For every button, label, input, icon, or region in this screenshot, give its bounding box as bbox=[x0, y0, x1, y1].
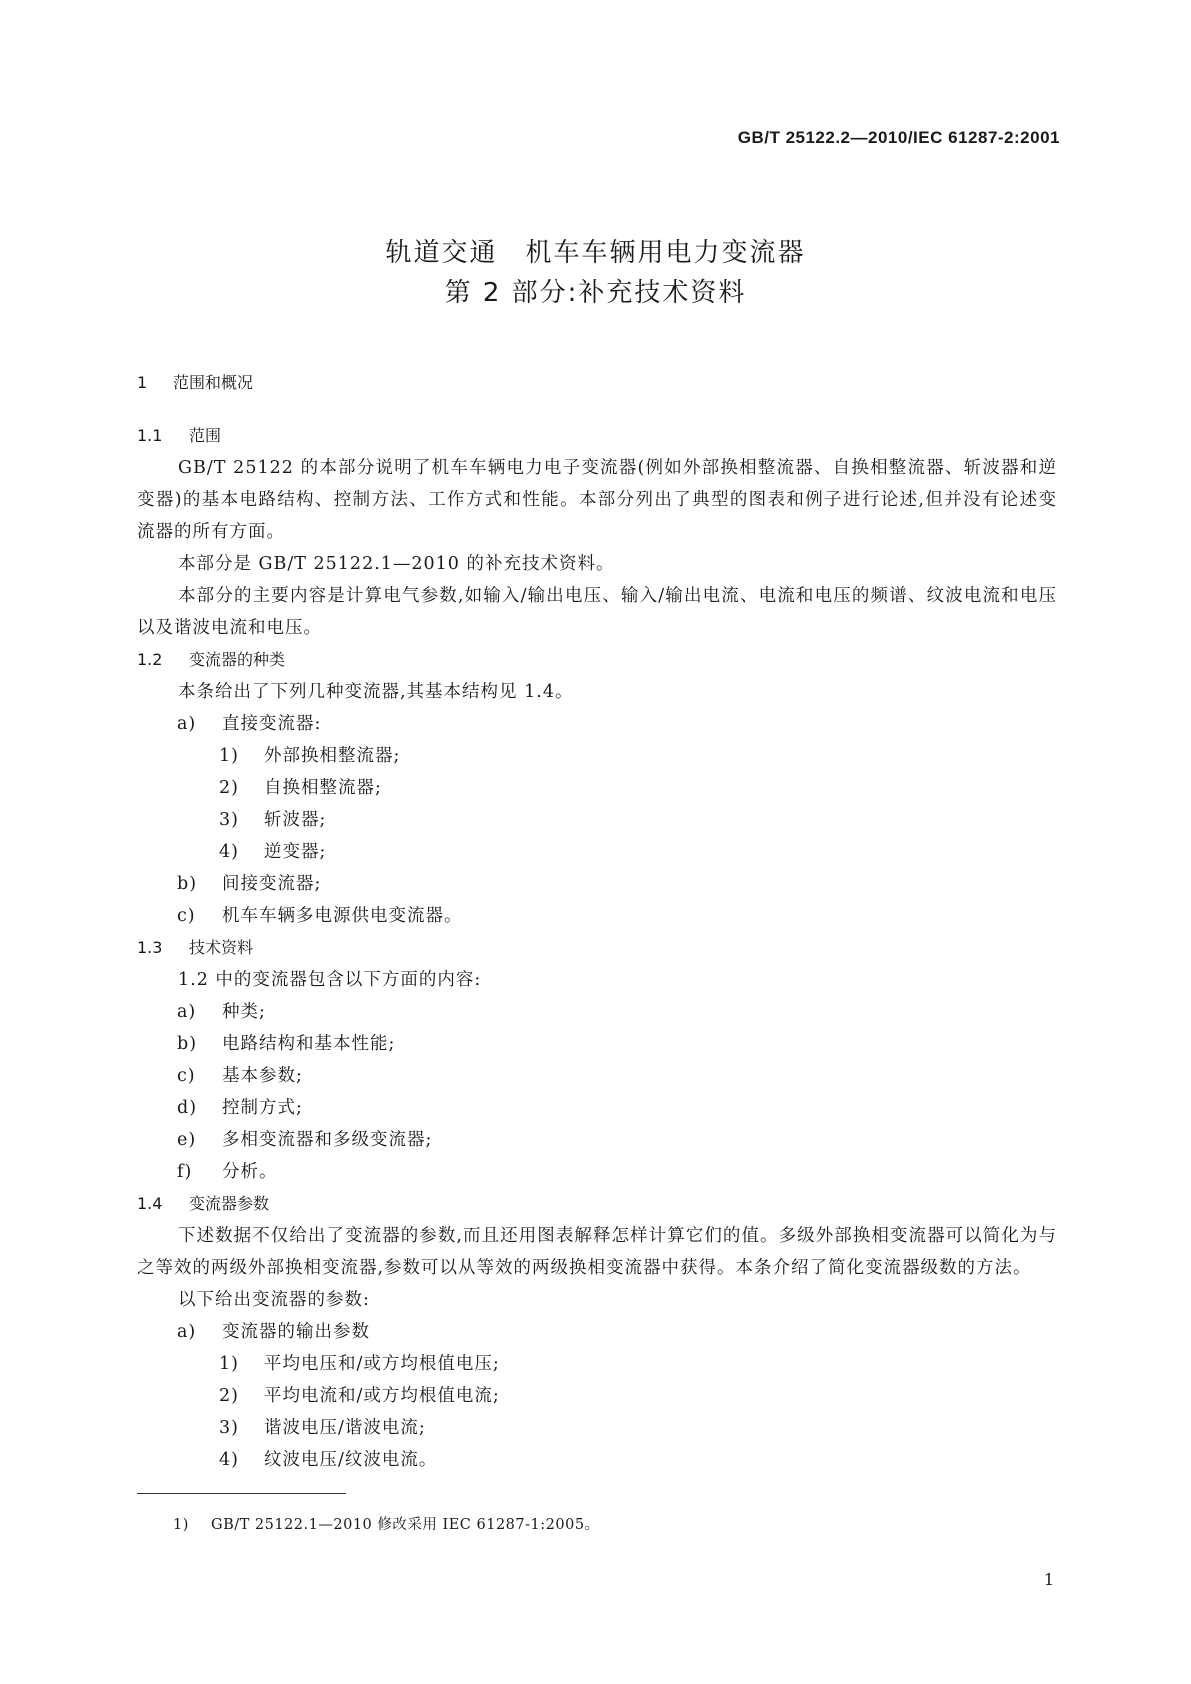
paragraph: GB/T 25122 的本部分说明了机车车辆电力电子变流器(例如外部换相整流器、自换相整流器、斩波器和逆变器)的基本电路结构、控制方法、工作方式和性能。本部分列出了典型的图表和例子进行论述,但并没有论述变流器的所有方面。 bbox=[137, 458, 1057, 542]
list-marker: 2) bbox=[219, 778, 239, 798]
list-item bbox=[137, 1444, 1057, 1476]
standard-code-header: GB/T 25122.2—2010/IEC 61287-2:2001 bbox=[737, 128, 1060, 147]
footnote-marker: 1) bbox=[173, 1517, 189, 1533]
list-text: 控制方式; bbox=[222, 1098, 303, 1118]
list-item bbox=[137, 740, 1057, 772]
list-item bbox=[137, 1380, 1057, 1412]
list-marker: 3) bbox=[219, 1418, 239, 1438]
section-title: 范围和概况 bbox=[173, 373, 254, 392]
section-number: 1.2 bbox=[137, 650, 163, 669]
list-item bbox=[137, 1348, 1057, 1380]
section-1-1-heading bbox=[137, 420, 1057, 452]
list-marker: 1) bbox=[219, 746, 239, 766]
list-text: 斩波器; bbox=[264, 810, 327, 830]
list-marker: b) bbox=[177, 874, 198, 894]
section-1-4-heading bbox=[137, 1188, 1057, 1220]
section-title: 变流器参数 bbox=[189, 1194, 270, 1213]
list-item bbox=[137, 1316, 1057, 1348]
list-text: 平均电流和/或方均根值电流; bbox=[264, 1386, 500, 1406]
list-text: 变流器的输出参数 bbox=[222, 1322, 370, 1342]
list-item bbox=[137, 1060, 1057, 1092]
list-item bbox=[137, 804, 1057, 836]
list-item bbox=[137, 1156, 1057, 1188]
list-marker: b) bbox=[177, 1034, 198, 1054]
list-marker: 2) bbox=[219, 1386, 239, 1406]
section-1-3-heading bbox=[137, 932, 1057, 964]
list-item bbox=[137, 996, 1057, 1028]
document-title: 轨道交通 机车车辆用电力变流器 bbox=[385, 238, 806, 268]
paragraph: 以下给出变流器的参数: bbox=[178, 1290, 370, 1310]
section-number: 1.3 bbox=[137, 938, 163, 957]
document-body bbox=[137, 368, 1057, 1476]
list-marker: 3) bbox=[219, 810, 239, 830]
list-marker: 4) bbox=[219, 1450, 239, 1470]
list-text: 纹波电压/纹波电流。 bbox=[264, 1450, 438, 1470]
list-marker: d) bbox=[177, 1098, 198, 1118]
section-title: 范围 bbox=[189, 426, 222, 445]
list-item bbox=[137, 1092, 1057, 1124]
section-number: 1.4 bbox=[137, 1194, 163, 1213]
section-title: 技术资料 bbox=[189, 938, 254, 957]
list-text: 自换相整流器; bbox=[264, 778, 382, 798]
paragraph: 本条给出了下列几种变流器,其基本结构见 1.4。 bbox=[178, 682, 574, 702]
footnote-text: GB/T 25122.1—2010 修改采用 IEC 61287-1:2005。 bbox=[211, 1517, 600, 1533]
list-item bbox=[137, 772, 1057, 804]
list-marker: c) bbox=[177, 1066, 196, 1086]
paragraph: 本部分是 GB/T 25122.1—2010 的补充技术资料。 bbox=[178, 554, 615, 574]
list-text: 间接变流器; bbox=[222, 874, 322, 894]
list-marker: 1) bbox=[219, 1354, 239, 1374]
paragraph: 下述数据不仅给出了变流器的参数,而且还用图表解释怎样计算它们的值。多级外部换相变流器可以简化为与之等效的两级外部换相变流器,参数可以从等效的两级换相变流器中获得。本条介绍了简化变流器级数的方法。 bbox=[137, 1226, 1057, 1278]
list-text: 直接变流器: bbox=[222, 714, 322, 734]
list-text: 电路结构和基本性能; bbox=[222, 1034, 396, 1054]
list-marker: a) bbox=[177, 714, 197, 734]
list-text: 种类; bbox=[222, 1002, 266, 1022]
list-item bbox=[137, 900, 1057, 932]
list-marker: e) bbox=[177, 1130, 197, 1150]
list-text: 外部换相整流器; bbox=[264, 746, 401, 766]
section-number: 1.1 bbox=[137, 426, 163, 445]
paragraph: 本部分的主要内容是计算电气参数,如输入/输出电压、输入/输出电流、电流和电压的频谱、纹波电流和电压以及谐波电流和电压。 bbox=[137, 586, 1057, 638]
list-text: 分析。 bbox=[222, 1162, 278, 1182]
footnote bbox=[173, 1513, 600, 1534]
list-item bbox=[137, 708, 1057, 740]
document-subtitle: 第 2 部分:补充技术资料 bbox=[444, 278, 747, 308]
footnote-divider bbox=[137, 1493, 346, 1494]
section-number: 1 bbox=[137, 373, 148, 392]
section-1-heading bbox=[137, 368, 1057, 398]
list-text: 平均电压和/或方均根值电压; bbox=[264, 1354, 500, 1374]
list-marker: a) bbox=[177, 1322, 197, 1342]
list-text: 多相变流器和多级变流器; bbox=[222, 1130, 433, 1150]
list-item bbox=[137, 1412, 1057, 1444]
list-marker: c) bbox=[177, 906, 196, 926]
paragraph: 1.2 中的变流器包含以下方面的内容: bbox=[178, 970, 482, 990]
list-text: 机车车辆多电源供电变流器。 bbox=[222, 906, 463, 926]
list-text: 谐波电压/谐波电流; bbox=[264, 1418, 426, 1438]
list-text: 基本参数; bbox=[222, 1066, 303, 1086]
list-item bbox=[137, 836, 1057, 868]
list-marker: a) bbox=[177, 1002, 197, 1022]
list-marker: f) bbox=[177, 1162, 193, 1182]
list-marker: 4) bbox=[219, 842, 239, 862]
section-title: 变流器的种类 bbox=[189, 650, 286, 669]
list-item bbox=[137, 868, 1057, 900]
list-text: 逆变器; bbox=[264, 842, 327, 862]
list-item bbox=[137, 1124, 1057, 1156]
section-1-2-heading bbox=[137, 644, 1057, 676]
list-item bbox=[137, 1028, 1057, 1060]
page-number: 1 bbox=[1043, 1570, 1054, 1589]
